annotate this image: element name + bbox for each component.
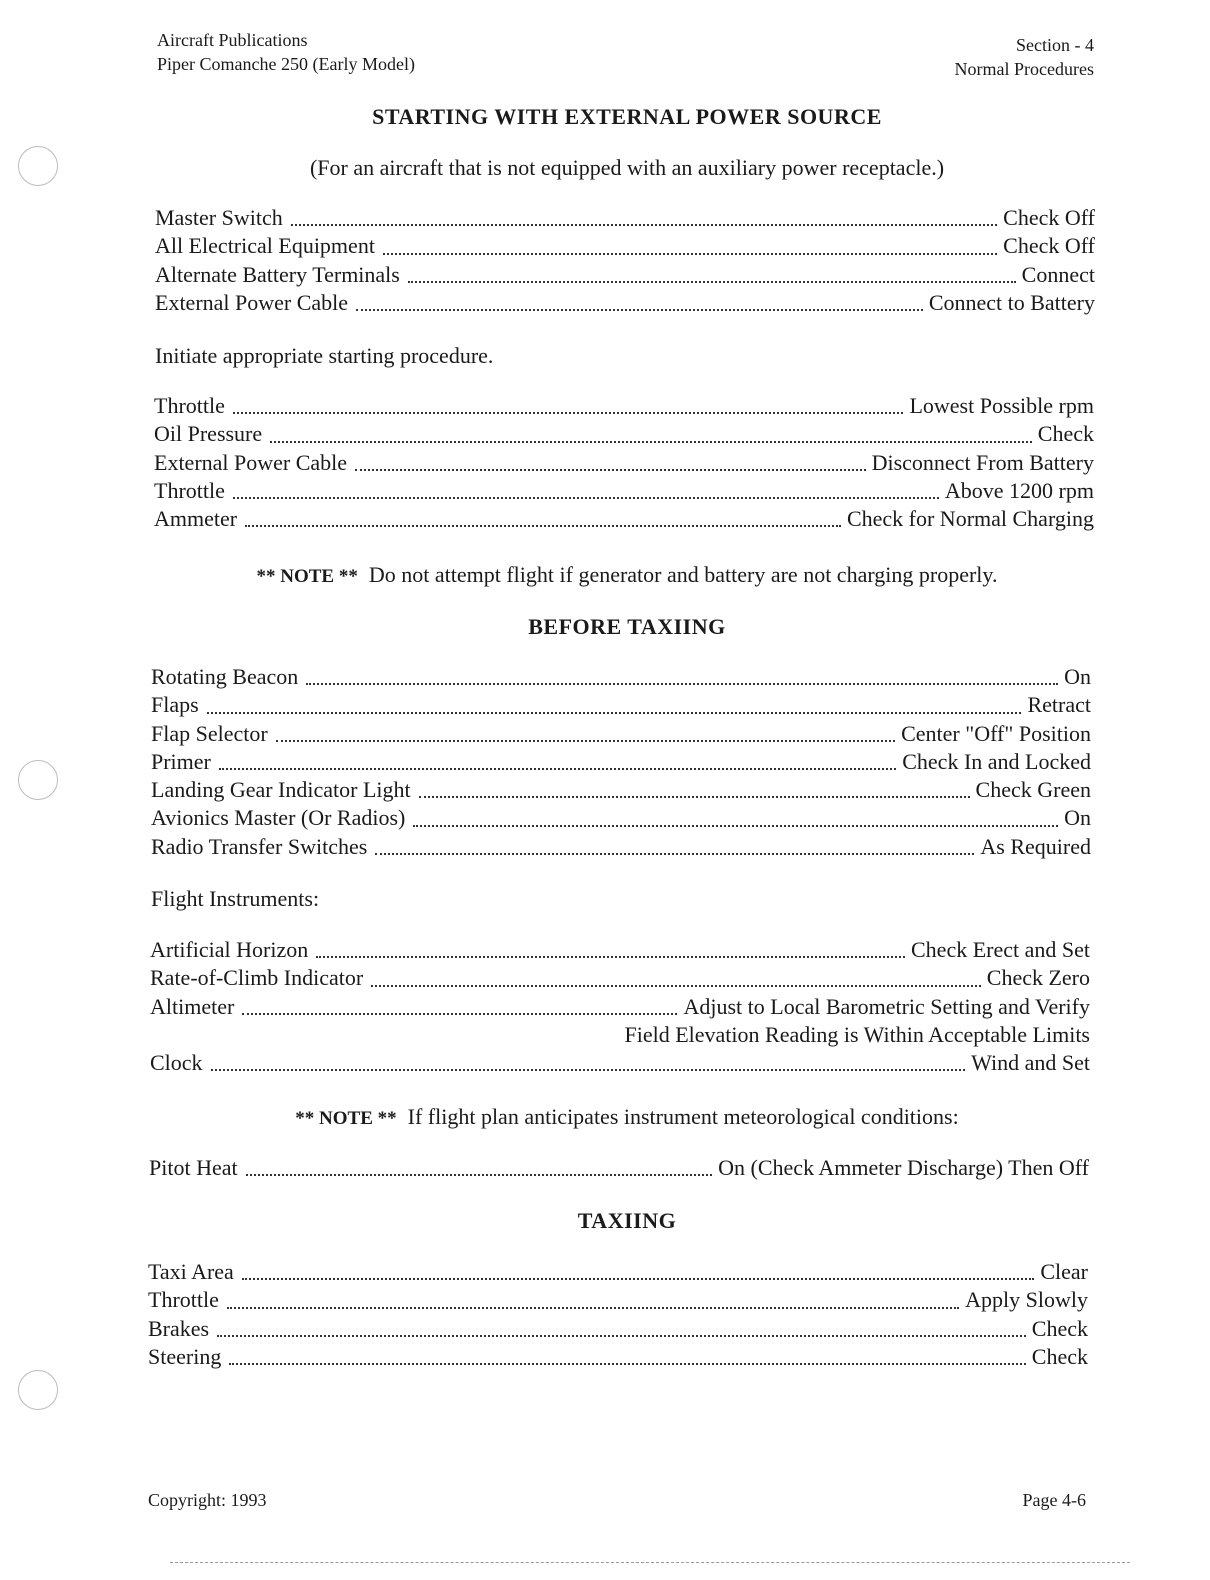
checklist-row [148,1344,1088,1372]
item-label: Clock [150,1050,203,1076]
note-charging [0,561,1210,591]
item-label: Radio Transfer Switches [151,833,368,859]
section-title-external-power: STARTING WITH EXTERNAL POWER SOURCE [372,104,882,129]
checklist-row [150,1050,1090,1078]
section-subtitle: (For an aircraft that is not equipped with an auxiliary power receptacle.) [309,155,945,180]
checklist-row [151,777,1091,805]
item-label: Ammeter [154,506,238,532]
item-value: Apply Slowly [965,1287,1088,1313]
item-label: Altimeter [150,993,235,1019]
item-value: Adjust to Local Barometric Setting and Verify [683,993,1090,1019]
item-value: Center "Off" Position [901,720,1091,746]
item-label: Throttle [154,477,225,503]
note-label: ** NOTE ** [295,1108,397,1129]
checklist-pitot [149,1155,1089,1183]
item-value: Check Zero [986,965,1090,991]
checklist-row [151,692,1091,720]
note-imc [0,1103,1210,1133]
item-value: Check Green [975,777,1091,803]
leader-dots [242,1012,677,1015]
checklist-external-power-setup [155,205,1095,318]
leader-dots [227,1306,959,1309]
leader-dots [233,411,904,414]
item-value: Retract [1027,692,1091,718]
leader-dots [242,1277,1035,1280]
section-name: Normal Procedures [954,59,1094,79]
checklist-row [154,478,1094,506]
checklist-row [149,1155,1089,1183]
item-label: Rotating Beacon [151,664,299,689]
item-label: All Electrical Equipment [155,233,375,259]
item-label: Master Switch [155,205,283,230]
note-label: ** NOTE ** [256,566,358,587]
item-value: Check Off [1003,233,1095,259]
leader-dots [229,1362,1025,1365]
leader-dots [233,496,939,499]
altimeter-continuation: Field Elevation Reading is Within Acceptable Limits [624,1021,1090,1047]
item-label: Flap Selector [151,720,268,746]
leader-dots [246,1173,713,1176]
section-number: Section - 4 [1016,35,1094,55]
checklist-row [154,450,1094,478]
item-label: Rate-of-Climb Indicator [150,965,364,991]
item-value: Check [1037,421,1094,447]
note-text: Do not attempt flight if generator and battery are not charging properly. [368,562,998,587]
item-value: Clear [1040,1259,1088,1284]
checklist-row [154,506,1094,534]
checklist-row [148,1259,1088,1287]
item-value: Connect to Battery [928,289,1095,315]
leader-dots [419,795,970,798]
item-value: Check Off [1003,205,1095,230]
checklist-after-start [154,393,1094,534]
copyright-notice: Copyright: 1993 [148,1490,267,1510]
instruction-text: Initiate appropriate starting procedure. [155,343,494,368]
checklist-row [151,834,1091,862]
item-value: Lowest Possible rpm [909,393,1094,418]
item-value: Check [1031,1315,1088,1341]
leader-dots [355,468,866,471]
item-value: Check Erect and Set [911,937,1090,962]
leader-dots [270,440,1032,443]
item-label: Throttle [148,1287,219,1313]
checklist-row [155,290,1095,318]
item-label: Artificial Horizon [150,937,309,962]
checklist-row [154,421,1094,449]
checklist-row [151,664,1091,692]
leader-dots [408,280,1016,283]
leader-dots [356,308,923,311]
leader-dots [219,767,896,770]
item-label: External Power Cable [155,289,349,315]
leader-dots [383,252,997,255]
item-label: Primer [151,748,211,774]
item-value: Check [1031,1343,1088,1369]
checklist-row [148,1316,1088,1344]
flight-instruments-heading: Flight Instruments: [151,886,320,911]
header-publisher [157,28,415,76]
item-value: Above 1200 rpm [944,477,1094,503]
item-label: Avionics Master (Or Radios) [151,805,406,831]
section-title-taxiing: TAXIING [577,1208,677,1233]
leader-dots [375,852,974,855]
publisher-name: Aircraft Publications [157,30,308,50]
item-label: Landing Gear Indicator Light [151,777,411,803]
checklist-row [150,965,1090,993]
leader-dots [291,223,997,226]
leader-dots [316,955,905,958]
item-value: Wind and Set [971,1050,1090,1076]
item-value: Check In and Locked [902,748,1091,774]
leader-dots [207,711,1022,714]
item-value: As Required [980,833,1091,859]
item-label: Brakes [148,1315,210,1341]
binder-hole [18,1370,58,1410]
leader-dots [211,1068,966,1071]
header-section [955,33,1094,81]
item-value: Check for Normal Charging [846,506,1094,532]
item-value: On [1064,664,1091,689]
leader-dots [371,984,981,987]
leader-dots [413,824,1058,827]
item-label: External Power Cable [154,449,348,475]
leader-dots [276,739,895,742]
checklist-row [148,1287,1088,1315]
page-number: Page 4-6 [1022,1490,1086,1510]
item-value: On (Check Ammeter Discharge) Then Off [718,1155,1089,1180]
note-text: If flight plan anticipates instrument meteorological conditions: [407,1104,959,1129]
item-value: On [1064,805,1091,831]
item-value: Connect [1021,261,1095,287]
item-label: Oil Pressure [154,421,263,447]
checklist-row [151,749,1091,777]
checklist-taxiing [148,1259,1088,1372]
checklist-row [155,205,1095,233]
item-label: Steering [148,1343,222,1369]
leader-dots [245,524,841,527]
item-label: Flaps [151,692,199,718]
checklist-row [151,805,1091,833]
checklist-row [155,262,1095,290]
item-label: Taxi Area [148,1259,234,1284]
binder-hole [18,760,58,800]
leader-dots [217,1334,1026,1337]
checklist-before-taxiing [151,664,1091,862]
item-value: Disconnect From Battery [871,449,1094,475]
leader-dots [306,682,1058,685]
checklist-row [150,937,1090,965]
item-label: Alternate Battery Terminals [155,261,400,287]
checklist-flight-instruments [150,937,1090,1078]
page-edge-line [170,1562,1130,1563]
checklist-row [151,721,1091,749]
aircraft-model: Piper Comanche 250 (Early Model) [157,54,415,74]
item-label: Pitot Heat [149,1155,238,1180]
checklist-row [155,233,1095,261]
item-label: Throttle [154,393,225,418]
section-title-before-taxiing: BEFORE TAXIING [528,614,726,639]
checklist-row [154,393,1094,421]
checklist-row [150,994,1090,1022]
